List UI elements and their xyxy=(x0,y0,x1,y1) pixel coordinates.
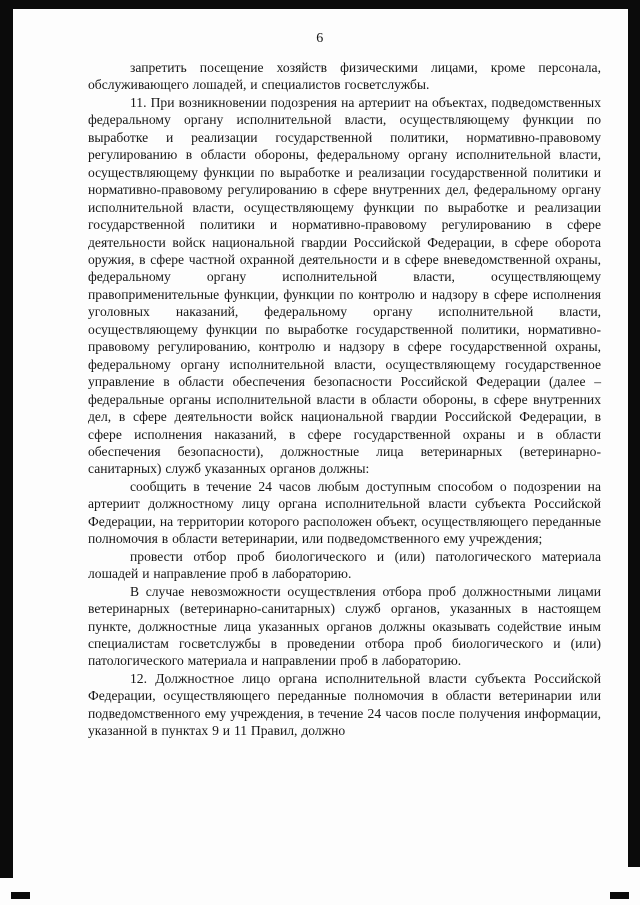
paragraph-sampling: провести отбор проб биологического и (или) патологического материала лошадей и направление проб в лабораторию. xyxy=(88,548,601,582)
scan-edge-top xyxy=(0,0,640,9)
paragraph-notify-24h: сообщить в течение 24 часов любым доступным способом о подозрении на артериит должностному лицу органа исполнительной власти субъекта Российской Федерации, на территории которого расположен объект, осуществляющего переданные полномочия в области ветеринарии, или подведомственного ему учреждения; xyxy=(88,478,601,547)
document-body xyxy=(88,59,601,740)
page-number: 6 xyxy=(316,31,324,46)
paragraph-intro: запретить посещение хозяйств физическими лицами, кроме персонала, обслуживающего лошадей, и специалистов госветслужбы. xyxy=(88,60,601,93)
paragraph-item-11: 11. При возникновении подозрения на артериит на объектах, подведомственных федеральному органу исполнительной власти, осуществляющему функции по выработке и реализации государственной политики, нормативно-правовому регулированию в области обороны, федеральному органу исполнительной власти, осуществляющему функции по выработке и реализации государственной политики и нормативно-правовому регулированию в сфере внутренних дел, федеральному органу исполнительной власти, осуществляющему функции по выработке и реализации государственной политики и нормативно-правовому регулированию в сфере деятельности войск национальной гвардии Российской Федерации, в сфере оборота оружия, в сфере частной охранной деятельности и в сфере вневедомственной охраны, федеральному органу исполнительной власти, осуществляющему правоприменительные функции, функции по контролю и надзору в сфере исполнения уголовных наказаний, федеральному органу исполнительной власти, осуществляющему функции по выработке государственной политики, нормативно-правовому регулированию, контролю и надзору в сфере государственной охраны, федеральному органу исполнительной власти, осуществляющему государственное управление в области обеспечения безопасности Российской Федерации (далее – федеральные органы исполнительной власти в области обороны, в сфере внутренних дел, в сфере деятельности войск национальной гвардии Российской Федерации, в сфере исполнения наказаний, в сфере государственной охраны и в области обеспечения безопасности), должностные лица ветеринарных (ветеринарно-санитарных) служб указанных органов должны: xyxy=(88,94,601,477)
scan-edge-right xyxy=(628,0,640,867)
paragraph-assistance: В случае невозможности осуществления отбора проб должностными лицами ветеринарных (ветеринарно-санитарных) служб органов, указанных в настоящем пункте, должностные лица указанных органов должны оказывать содействие иным специалистам госветслужбы в проведении отбора проб биологического и (или) патологического материала и направлении проб в лабораторию. xyxy=(88,583,601,669)
scan-mark-bottom-right xyxy=(610,892,629,899)
scan-edge-left xyxy=(0,0,13,878)
paragraph-item-12: 12. Должностное лицо органа исполнительной власти субъекта Российской Федерации, осуществляющего переданные полномочия в области ветеринарии или подведомственного ему учреждения, в течение 24 часов после получения информации, указанной в пунктах 9 и 11 Правил, должно xyxy=(88,670,601,739)
scan-mark-bottom-left xyxy=(11,892,30,899)
